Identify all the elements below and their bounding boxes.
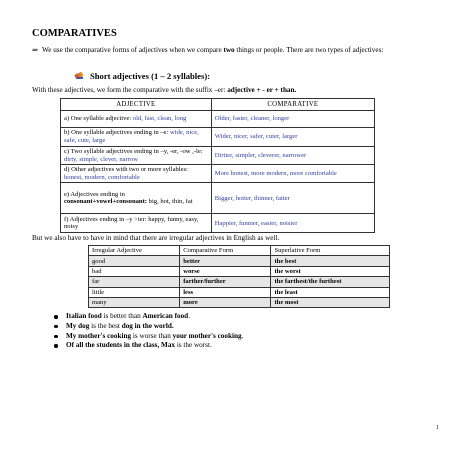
table-header-row xyxy=(61,99,375,111)
adjective-cell: e) Adjectives ending in consonant+vowel+consonant: big, hot, thin, fat xyxy=(61,183,212,214)
superlative-cell: the best xyxy=(271,256,390,266)
column-header-adjective: ADJECTIVE xyxy=(61,99,212,111)
superlative-cell: the most xyxy=(271,297,390,307)
irregular-cell: bad xyxy=(89,266,180,276)
superlative-cell: the least xyxy=(271,287,390,297)
column-header-comparative: COMPARATIVE xyxy=(211,99,374,111)
intro-emphasis: two xyxy=(223,46,235,54)
example-sentences xyxy=(52,312,243,351)
column-header-comparative-form: Comparative Form xyxy=(180,246,271,256)
comparative-cell: Bigger, hotter, thinner, fatter xyxy=(211,183,374,214)
table-row xyxy=(89,256,390,266)
adjective-cell: f) Adjectives ending in –y >ier: happy, funny, easy, noisy xyxy=(61,214,212,233)
superlative-cell: the worst xyxy=(271,266,390,276)
comparative-cell: less xyxy=(180,287,271,297)
irregular-cell: many xyxy=(89,297,180,307)
irregular-intro-text: But we also have to have in mind that there are irregular adjectives in English as well. xyxy=(32,234,280,242)
page-number: 1 xyxy=(436,425,439,431)
table-row xyxy=(61,128,375,147)
arrow-icon: ⇒ xyxy=(32,46,39,54)
table-header-row xyxy=(89,246,390,256)
superlative-cell: the farthest/the furthest xyxy=(271,277,390,287)
intro-text-before: We use the comparative forms of adjectives when we compare xyxy=(42,46,224,54)
rule-text-emphasis: adjective + - er + than. xyxy=(227,86,297,94)
comparative-cell: worse xyxy=(180,266,271,276)
comparative-cell: Wider, nicer, safer, cuter, larger xyxy=(211,128,374,147)
page-title: COMPARATIVES xyxy=(32,28,117,39)
table-row xyxy=(61,147,375,165)
intro-paragraph xyxy=(32,46,427,55)
short-adjectives-heading xyxy=(74,71,210,81)
table-row xyxy=(61,214,375,233)
column-header-superlative-form: Superlative Form xyxy=(271,246,390,256)
list-item: Of all the students in the class, Max is the worst. xyxy=(52,341,243,351)
table-row xyxy=(89,287,390,297)
list-item: My mother's cooking is worse than your mother's cooking. xyxy=(52,332,243,342)
intro-text-after: things or people. There are two types of adjectives: xyxy=(234,46,384,54)
irregular-adjectives-table xyxy=(88,245,390,308)
table-row xyxy=(89,297,390,307)
table-row xyxy=(61,183,375,214)
pencil-bullet-icon xyxy=(74,71,84,81)
column-header-irregular: Irregular Adjective xyxy=(89,246,180,256)
rule-text-plain: With these adjectives, we form the comparative with the suffix –er: xyxy=(32,86,228,94)
irregular-cell: little xyxy=(89,287,180,297)
comparative-cell: better xyxy=(180,256,271,266)
comparative-cell: More honest, more modern, more comfortable xyxy=(211,165,374,183)
adjective-cell: c) Two syllable adjectives ending in –y, -er, -ow ,-le: dirty, simple, clever, narrow xyxy=(61,147,212,165)
comparative-cell: more xyxy=(180,297,271,307)
irregular-cell: far xyxy=(89,277,180,287)
comparative-cell: farther/further xyxy=(180,277,271,287)
table-row xyxy=(61,111,375,128)
adjective-cell: b) One syllable adjectives ending in –e: wide, nice, safe, cute, large xyxy=(61,128,212,147)
comparative-cell: Dirtier, simpler, cleverer, narrower xyxy=(211,147,374,165)
list-item: Italian food is better than American food. xyxy=(52,312,243,322)
table-row xyxy=(89,266,390,276)
short-adjectives-heading-text: Short adjectives (1 – 2 syllables): xyxy=(90,71,211,81)
table-row xyxy=(89,277,390,287)
adjective-cell: d) Other adjectives with two or more syllables: honest, modern, comfortable xyxy=(61,165,212,183)
table-row xyxy=(61,165,375,183)
irregular-cell: good xyxy=(89,256,180,266)
comparative-cell: Happier, funnier, easier, noisier xyxy=(211,214,374,233)
comparatives-table xyxy=(60,98,375,233)
list-item: My dog is the best dog in the world. xyxy=(52,322,243,332)
comparative-cell: Older, faster, cleaner, longer xyxy=(211,111,374,128)
adjective-cell: a) One syllable adjective: old, fast, clean, long xyxy=(61,111,212,128)
rule-text xyxy=(32,86,442,94)
